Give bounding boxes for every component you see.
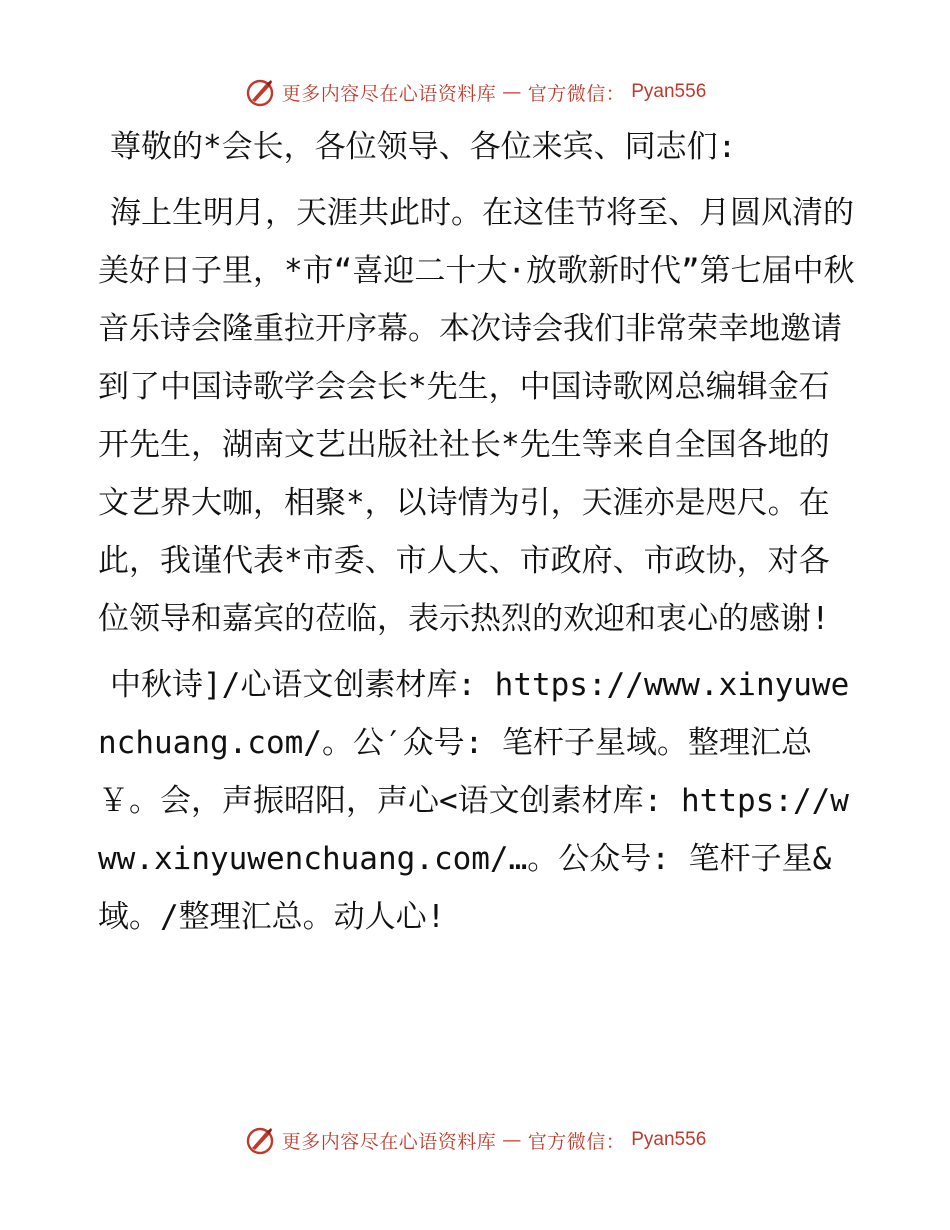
document-body — [98, 118, 858, 954]
watermark-inner — [244, 1124, 707, 1156]
watermark-account-label: 官方微信： — [527, 1130, 626, 1153]
quill-pen-logo-icon — [244, 1124, 276, 1156]
opening-paragraph: 海上生明月，天涯共此时。在这佳节将至、月圆风清的美好日子里，*市“喜迎二十大·放歌新时代”第七届中秋音乐诗会隆重拉开序幕。本次诗会我们非常荣幸地邀请到了中国诗歌学会会长*先生，中国诗歌网总编辑金石开先生，湖南文艺出版社社长*先生等来自全国各地的文艺界大咖，相聚*，以诗情为引，天涯亦是咫尺。在此，我谨代表*市委、市人大、市政府、市政协，对各位领导和嘉宾的莅临，表示热烈的欢迎和衷心的感谢! — [98, 195, 855, 637]
watermark-account: Pyan556 — [631, 1129, 707, 1150]
closing-paragraph: 中秋诗]/心语文创素材库: https://www.xinyuwenchuang.com/。公′众号: 笔杆子星域。整理汇总￥。会，声振昭阳，声心<语文创素材库: https://www.xinyuwenchuang.com/…。公众号: 笔杆子星&域。/整理汇总。动人心! — [98, 667, 850, 935]
watermark-account-label: 官方微信： — [527, 82, 626, 105]
watermark-dash: — — [502, 1129, 522, 1151]
watermark-inner — [244, 76, 707, 108]
watermark-text: 更多内容尽在心语资料库 — [281, 82, 497, 105]
quill-pen-logo-icon — [244, 76, 276, 108]
watermark-account: Pyan556 — [631, 81, 707, 102]
header-watermark — [0, 72, 950, 112]
watermark-dash: — — [502, 81, 522, 103]
salutation-paragraph: 尊敬的*会长，各位领导、各位来宾、同志们: — [110, 129, 737, 165]
footer-watermark — [0, 1120, 950, 1160]
watermark-text: 更多内容尽在心语资料库 — [281, 1130, 497, 1153]
